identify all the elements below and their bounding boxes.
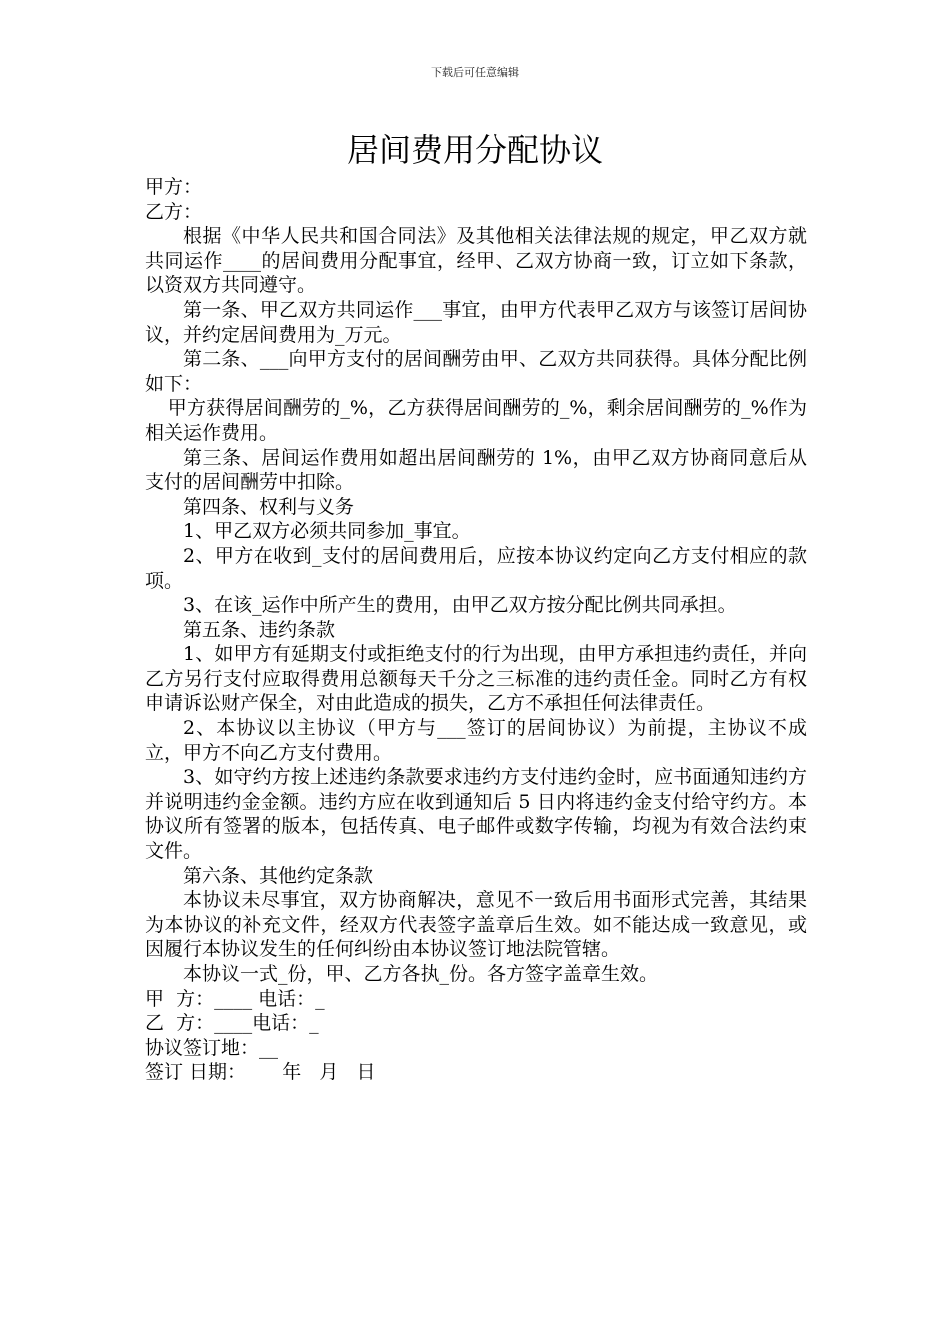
- clause-3-paragraph: 第三条、居间运作费用如超出居间酬劳的 1%，由甲乙双方协商同意后从支付的居间酬劳中扣除。: [145, 446, 807, 494]
- signature-date: 签订 日期： 年 月 日: [145, 1061, 376, 1084]
- signature-party-b: 乙 方：____电话：_: [145, 1012, 319, 1035]
- clause-4-item-3: 3、在该_运作中所产生的费用，由甲乙双方按分配比例共同承担。: [183, 594, 737, 617]
- copies-paragraph: 本协议一式_份，甲、乙方各执_份。各方签字盖章生效。: [183, 963, 659, 985]
- clause-4-item-2: 2、甲方在收到_支付的居间费用后，应按本协议约定向乙方支付相应的款项。: [145, 544, 807, 592]
- page-header-note: 下载后可任意编辑: [431, 66, 519, 79]
- clause-5-item-3: 3、如守约方按上述违约条款要求违约方支付违约金时，应书面通知违约方并说明违约金金额。违约方应在收到通知后 5 日内将违约金支付给守约方。本协议所有签署的版本，包括传真、电子邮件或数字传输，均视为有效合法约束文件。: [145, 766, 807, 863]
- document-body: [145, 175, 807, 1085]
- signature-place: 协议签订地：__: [145, 1036, 279, 1059]
- party-a-label: 甲方：: [145, 176, 203, 198]
- clause-2-paragraph: 第二条、___向甲方支付的居间酬劳由甲、乙双方共同获得。具体分配比例如下：: [145, 348, 807, 395]
- clause-6-heading: 第六条、其他约定条款: [183, 864, 374, 887]
- document-title: 居间费用分配协议: [346, 131, 603, 169]
- clause-1-paragraph: 第一条、甲乙双方共同运作___事宜，由甲方代表甲乙双方与该签订居间协议，并约定居间费用为_万元。: [145, 298, 807, 346]
- clause-4-item-1: 1、甲乙双方必须共同参加_事宜。: [183, 520, 471, 543]
- clause-5-item-2: 2、本协议以主协议（甲方与___签订的居间协议）为前提，主协议不成立，甲方不向乙方支付费用。: [145, 717, 807, 764]
- preamble-paragraph: 根据《中华人民共和国合同法》及其他相关法律法规的规定，甲乙双方就共同运作____的居间费用分配事宜，经甲、乙双方协商一致，订立如下条款，以资双方共同遵守。: [145, 225, 807, 297]
- clause-6-paragraph: 本协议未尽事宜，双方协商解决，意见不一致后用书面形式完善，其结果为本协议的补充文件，经双方代表签字盖章后生效。如不能达成一致意见，或因履行本协议发生的任何纠纷由本协议签订地法院管辖。: [145, 889, 807, 961]
- clause-2-ratio-paragraph: 甲方获得居间酬劳的_%，乙方获得居间酬劳的_%，剩余居间酬劳的_%作为相关运作费用。: [145, 397, 807, 444]
- party-b-label: 乙方：: [145, 200, 203, 223]
- clause-5-item-1: 1、如甲方有延期支付或拒绝支付的行为出现，由甲方承担违约责任，并向乙方另行支付应取得费用总额每天千分之三标准的违约责任金。同时乙方有权申请诉讼财产保全，对由此造成的损失，乙方不承担任何法律责任。: [145, 643, 807, 715]
- clause-5-heading: 第五条、违约条款: [183, 618, 336, 641]
- clause-4-heading: 第四条、权利与义务: [183, 495, 355, 518]
- signature-party-a: 甲 方：____ 电话：_: [145, 987, 325, 1010]
